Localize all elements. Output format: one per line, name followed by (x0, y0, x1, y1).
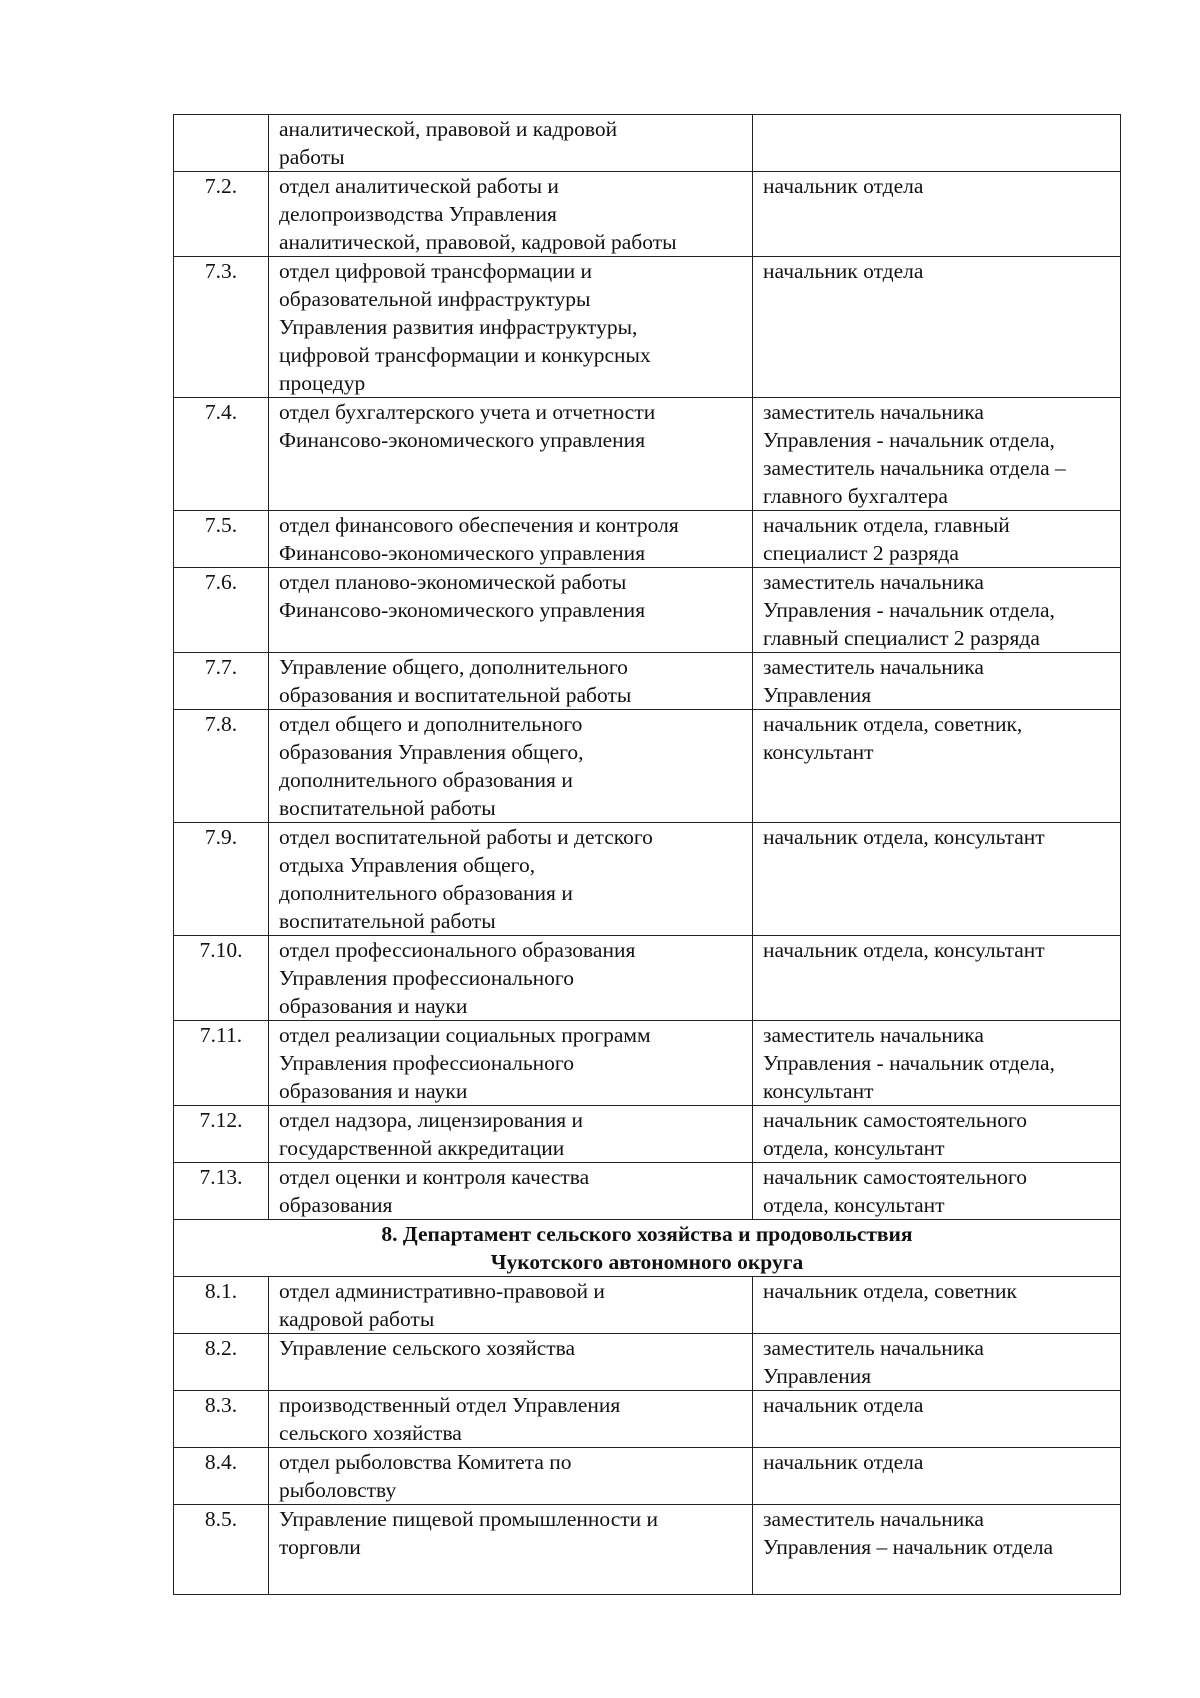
position-title: начальник отдела, главный специалист 2 разряда (753, 511, 1121, 568)
position-title: начальник отдела, консультант (753, 936, 1121, 1021)
table-row (174, 511, 1121, 568)
position-title: начальник отдела, советник, консультант (753, 710, 1121, 823)
row-number: 7.12. (174, 1106, 269, 1163)
row-number: 8.3. (174, 1391, 269, 1448)
position-title: заместитель начальника Управления - начальник отдела, заместитель начальника отдела – главного бухгалтера (753, 398, 1121, 511)
position-title: начальник отдела, советник (753, 1277, 1121, 1334)
row-number: 7.7. (174, 653, 269, 710)
table-row (174, 172, 1121, 257)
unit-name: отдел цифровой трансформации и образовательной инфраструктуры Управления развития инфраструктуры, цифровой трансформации и конкурсных процедур (269, 257, 753, 398)
row-number: 8.1. (174, 1277, 269, 1334)
unit-name: Управление общего, дополнительного образования и воспитательной работы (269, 653, 753, 710)
position-title: заместитель начальника Управления (753, 653, 1121, 710)
row-number (174, 115, 269, 172)
position-title: начальник самостоятельного отдела, консультант (753, 1106, 1121, 1163)
row-number: 7.8. (174, 710, 269, 823)
unit-name: отдел общего и дополнительного образования Управления общего, дополнительного образования и воспитательной работы (269, 710, 753, 823)
table-row (174, 568, 1121, 653)
position-title: заместитель начальника Управления (753, 1334, 1121, 1391)
unit-name: отдел финансового обеспечения и контроля Финансово-экономического управления (269, 511, 753, 568)
row-number: 8.4. (174, 1448, 269, 1505)
table-row (174, 115, 1121, 172)
unit-name: отдел воспитательной работы и детского отдыха Управления общего, дополнительного образования и воспитательной работы (269, 823, 753, 936)
position-title: заместитель начальника Управления - начальник отдела, главный специалист 2 разряда (753, 568, 1121, 653)
row-number: 8.5. (174, 1505, 269, 1595)
unit-name: отдел реализации социальных программ Управления профессионального образования и науки (269, 1021, 753, 1106)
unit-name: производственный отдел Управления сельского хозяйства (269, 1391, 753, 1448)
row-number: 8.2. (174, 1334, 269, 1391)
unit-name: Управление пищевой промышленности и торговли (269, 1505, 753, 1595)
unit-name: отдел надзора, лицензирования и государственной аккредитации (269, 1106, 753, 1163)
table-row (174, 1163, 1121, 1220)
table-row (174, 398, 1121, 511)
staff-positions-table (173, 114, 1121, 1595)
unit-name: отдел рыболовства Комитета по рыболовству (269, 1448, 753, 1505)
unit-name: отдел оценки и контроля качества образования (269, 1163, 753, 1220)
row-number: 7.2. (174, 172, 269, 257)
position-title: начальник отдела (753, 1448, 1121, 1505)
unit-name: отдел профессионального образования Управления профессионального образования и науки (269, 936, 753, 1021)
row-number: 7.4. (174, 398, 269, 511)
table-row (174, 1505, 1121, 1595)
row-number: 7.11. (174, 1021, 269, 1106)
position-title (753, 115, 1121, 172)
row-number: 7.6. (174, 568, 269, 653)
position-title: начальник отдела (753, 172, 1121, 257)
table-row (174, 257, 1121, 398)
position-title: начальник самостоятельного отдела, консультант (753, 1163, 1121, 1220)
table-row (174, 1448, 1121, 1505)
row-number: 7.13. (174, 1163, 269, 1220)
unit-name: отдел планово-экономической работы Финансово-экономического управления (269, 568, 753, 653)
section-title: 8. Департамент сельского хозяйства и продовольствия Чукотского автономного округа (174, 1220, 1121, 1277)
table-row (174, 710, 1121, 823)
section-header-row (174, 1220, 1121, 1277)
row-number: 7.9. (174, 823, 269, 936)
row-number: 7.10. (174, 936, 269, 1021)
unit-name: отдел аналитической работы и делопроизводства Управления аналитической, правовой, кадровой работы (269, 172, 753, 257)
table-row (174, 1334, 1121, 1391)
unit-name: аналитической, правовой и кадровой работы (269, 115, 753, 172)
position-title: начальник отдела (753, 1391, 1121, 1448)
position-title: начальник отдела (753, 257, 1121, 398)
table-row (174, 1021, 1121, 1106)
table-row (174, 1391, 1121, 1448)
table-row (174, 653, 1121, 710)
position-title: заместитель начальника Управления – начальник отдела (753, 1505, 1121, 1595)
row-number: 7.5. (174, 511, 269, 568)
unit-name: Управление сельского хозяйства (269, 1334, 753, 1391)
position-title: начальник отдела, консультант (753, 823, 1121, 936)
unit-name: отдел административно-правовой и кадровой работы (269, 1277, 753, 1334)
row-number: 7.3. (174, 257, 269, 398)
position-title: заместитель начальника Управления - начальник отдела, консультант (753, 1021, 1121, 1106)
table-row (174, 1277, 1121, 1334)
unit-name: отдел бухгалтерского учета и отчетности Финансово-экономического управления (269, 398, 753, 511)
table-row (174, 936, 1121, 1021)
table-row (174, 1106, 1121, 1163)
table-row (174, 823, 1121, 936)
